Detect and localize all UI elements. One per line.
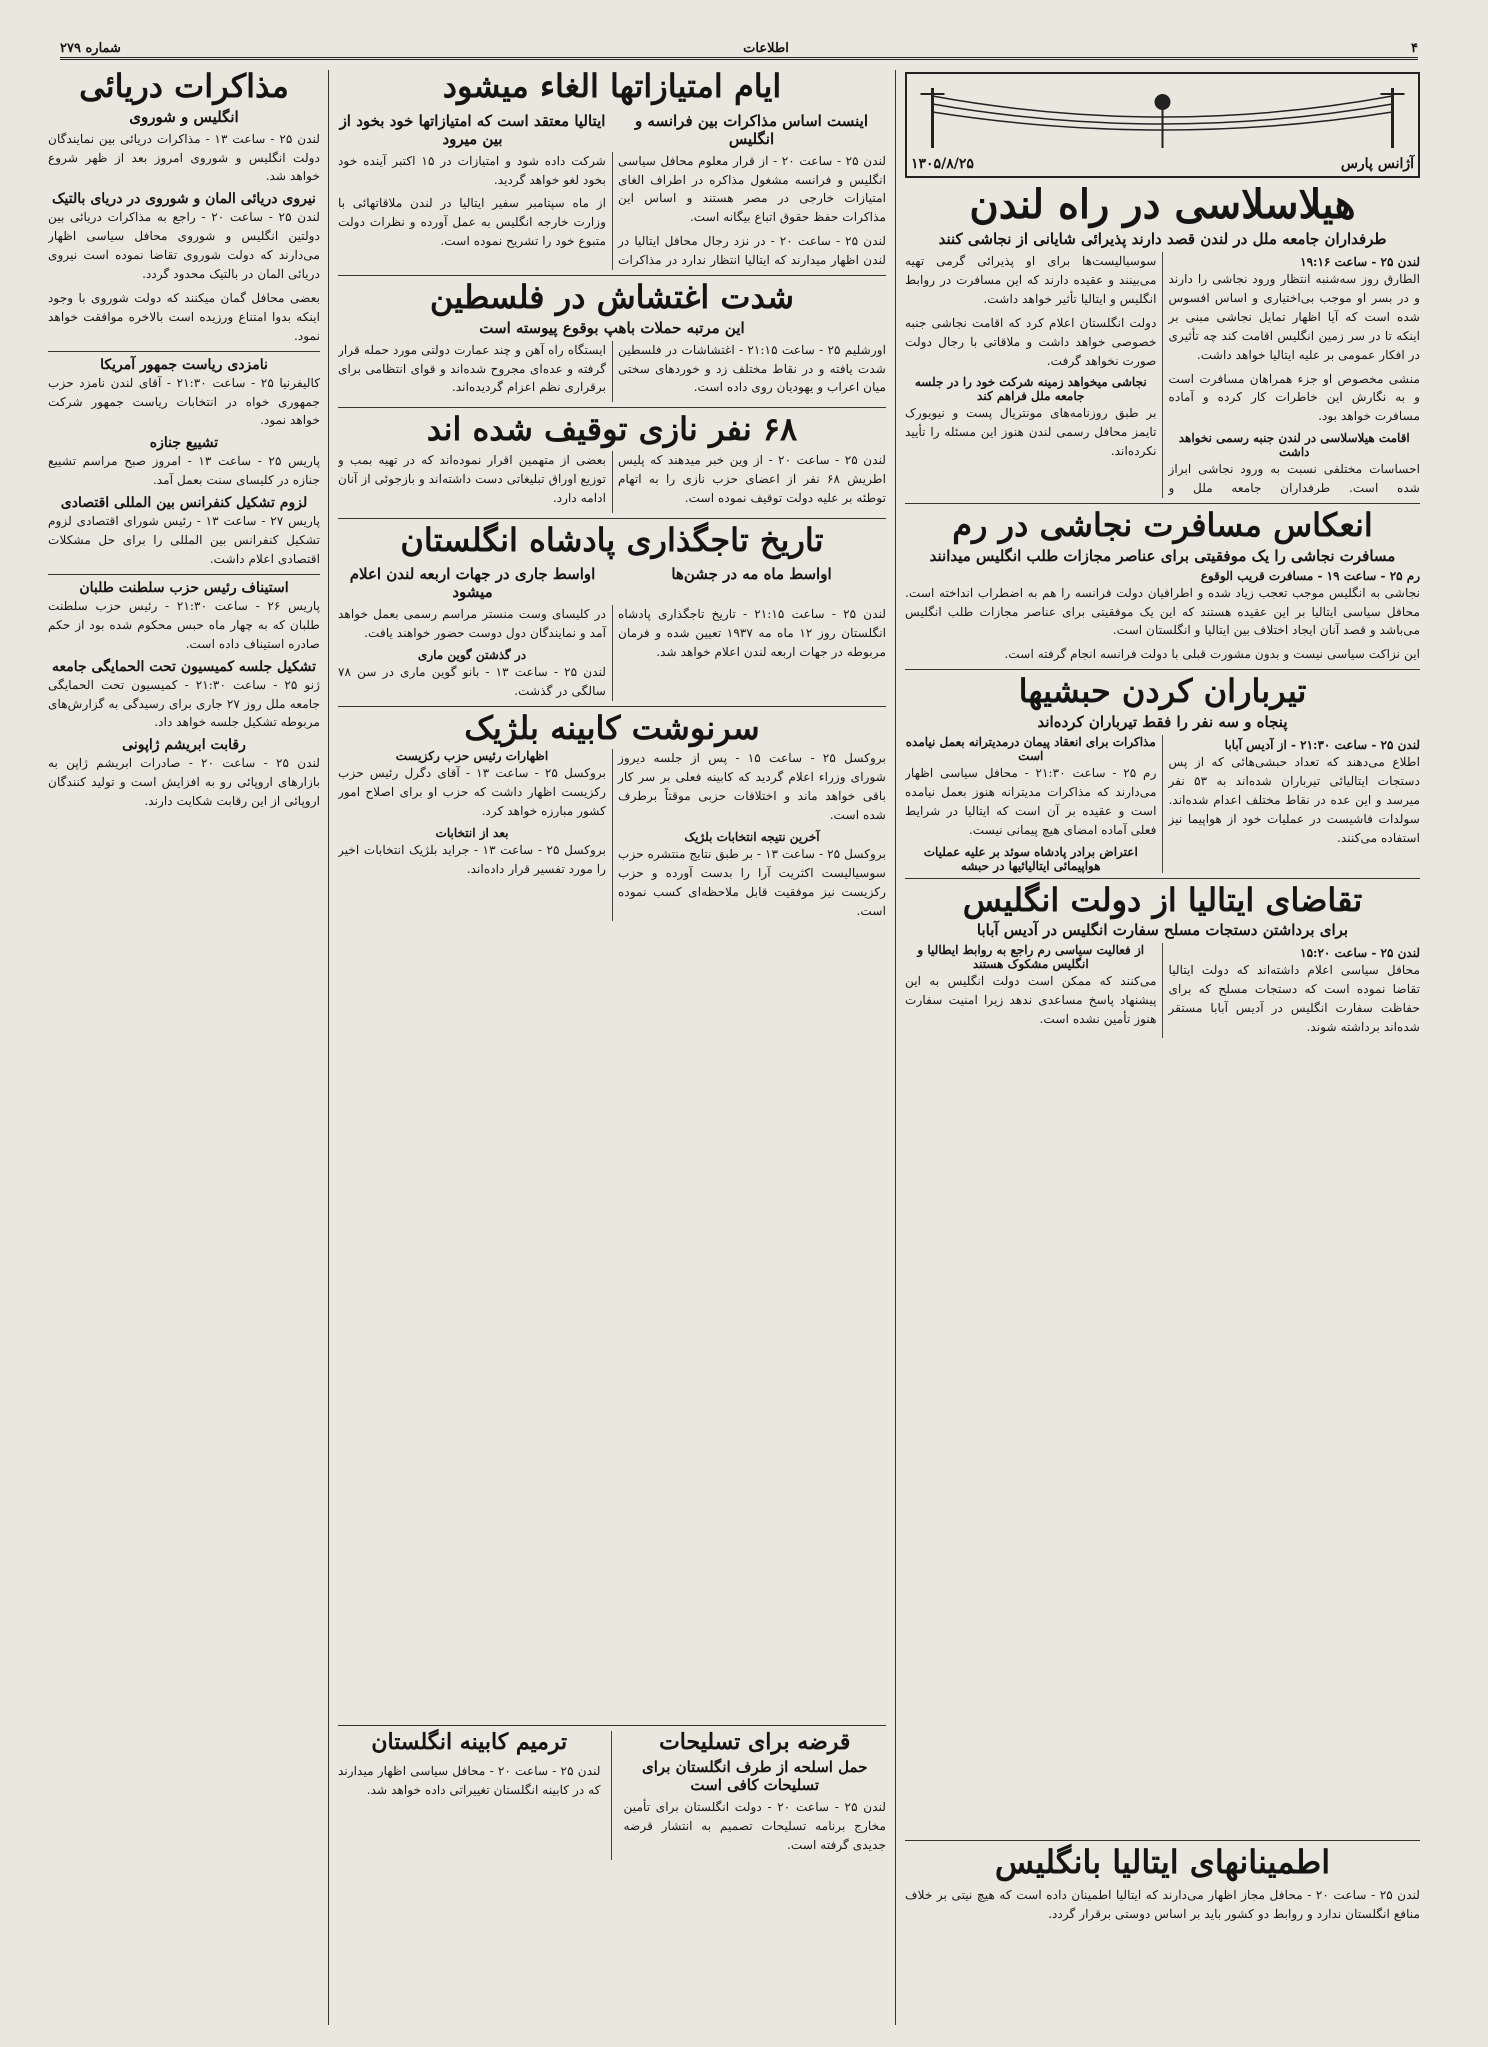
headline-capitulations: ایام امتیازاتها الغاء میشود [442,70,782,105]
sub-heading: اقامت هیلاسلاسی در لندن جنبه رسمی نخواهد داشت [1178,431,1410,460]
paragraph: بروکسل ۲۵ - ساعت ۱۵ - پس از جلسه دیروز شورای وزراء اعلام گردید که کابینه فعلی بر سر کار باقی خواهد ماند و اختلافات حزبی موقتاً برطرف شده است. [618,751,886,823]
paragraph: لندن ۲۵ - ساعت ۲۰ - از وین خبر میدهند که پلیس اطریش ۶۸ نفر از اعضای حزب نازی را به اتهام توطئه بر علیه دولت توقیف نموده است. [618,452,886,505]
divider [905,669,1420,670]
subhead: حمل اسلحه از طرف انگلستان برای تسلیحات کافی است [642,1758,868,1795]
sub-heading: تشییع جنازه [149,435,219,452]
sub-heading: تشکیل جلسه کمیسیون تحت الحمایگی جامعه [51,658,317,675]
subhead: پنجاه و سه نفر را فقط تیرباران کرده‌اند [1037,712,1288,731]
sub-heading: اظهارات رئیس حزب رکزیست [395,749,549,764]
page-number: ۴ [1411,41,1418,56]
headline-nazis-arrested: ۶۸ نفر نازی توقیف شده اند [426,410,798,449]
sub-heading: بعد از انتخابات [435,826,509,841]
subhead: انگلیس و شوروی [129,107,239,126]
dateline: لندن ۲۵ - ساعت ۱۵:۲۰ [1300,946,1420,961]
divider [338,407,886,408]
article-cabinet-reshuffle [338,1731,612,1860]
subhead: مسافرت نجاشی را یک موفقیتی برای عناصر مجازات طلب انگلیس میدانند [929,546,1396,565]
paragraph: بعضی از متهمین اقرار نموده‌اند که در تهیه بمب و توزیع اوراق تبلیغاتی دست داشته‌اند و بازجوئی از آنان ادامه دارد. [338,452,606,505]
paragraph: لندن ۲۵ - ساعت ۲۰ - راجع به مذاکرات دریائی بین دولتین انگلیس و شوروی محافل سیاسی اظهار می‌دارند که دولت شوروی تقاضا نموده است نیروی دریائی المان در بالتیک محدود گردد. [48,210,320,282]
paragraph: بعضی محافل گمان میکنند که دولت شوروی با وجود اینکه بدوا امتناع ورزیده است بالاخره موافقت خواهد نمود. [48,290,320,343]
headline-cabinet-reshuffle: ترمیم کابینه انگلستان [371,1729,568,1755]
telegraph-poles-logo [911,78,1414,152]
sub-heading: رقابت ابریشم ژاپونی [122,737,246,754]
paragraph: لندن ۲۵ - ساعت ۲۰ - در نزد رجال محافل ایتالیا در لندن اظهار میدارند که ایتالیا انتظار ندارد در مذاکرات شرکت داده شود و امتیازات در ۱۵ اکتبر آینده خود بخود لغو خواهد گردید. [338,153,886,268]
column-divider [328,70,329,2025]
sub-heading: لزوم تشکیل کنفرانس بین المللی اقتصادی [60,495,308,512]
paragraph: محافل سیاسی اعلام داشته‌اند که دولت ایتالیا تقاضا نموده است که دستجات مسلح که برای حفاظت سفارت انگلیس در آدیس آبابا مستقر شده‌اند برداشته شوند. [1168,963,1420,1034]
paragraph: رم ۲۵ - ساعت ۲۱:۳۰ - محافل سیاسی اظهار می‌دارند که مذاکرات مدیترانه هنوز بعمل نیامده است و عقیده بر آن است که ایتالیا در شرایط فعلی آماده امضای هیچ پیمانی نیست. [905,765,1157,837]
paragraph: می‌کنند که ممکن است دولت انگلیس به این پیشنهاد پاسخ مساعدی ندهد زیرا امنیت سفارت هنوز تأمین نشده است. [905,974,1157,1026]
headline-coronation-date: تاریخ تاجگذاری پادشاه انگلستان [400,520,824,559]
page-header [60,40,1418,60]
paragraph: بر طبق روزنامه‌های مونتریال پست و نیویورک تایمز محافل رسمی لندن هنوز این مسئله را تأیید نکرده‌اند. [905,406,1157,459]
sub-heading: از فعالیت سیاسی رم راجع به روابط ایطالیا و انگلیس مشکوک هستند [917,943,1145,972]
paragraph: پاریس ۲۵ - ساعت ۱۳ - امروز صبح مراسم تشییع جنازه در کلیسای سنت بعمل آمد. [48,454,320,488]
paragraph: اطلاع می‌دهند که تعداد حبشی‌هائی که از پس دستجات ایتالیائی تیرباران شده‌اند به ۵۳ نفر میرسد و این عده در نقاط مختلف اعدام شده‌اند. سولدات فاشیست در عملیات خود از هواپیما نیز استفاده می‌کنند. [1168,754,1420,845]
article-assurances [905,1835,1420,2025]
article-body [338,605,886,701]
paragraph: این نزاکت سیاسی نیست و بدون مشورت قبلی با دولت فرانسه انجام گرفته است. [1004,647,1420,662]
subhead: ایتالیا معتقد است که امتیازاتها خود بخود از بین میرود [339,111,606,148]
subhead: این مرتبه حملات باهپ بوقوع پیوسته است [479,318,745,337]
paragraph: بروکسل ۲۵ - ساعت ۱۳ - جراید بلژیک انتخابات اخیر را مورد تفسیر قرار داده‌اند. [338,843,607,877]
paragraph: الطارق روز سه‌شنبه انتظار ورود نجاشی را دارند و در بسر او موجب بی‌اختیاری و اساس افسوس شده است که آیا اظهار تمایل نجاشی مبنی بر اینکه تا در سر زمین انگلیس اقامت کند چه تأثیری در افکار عمومی بر علیه ایتالیا خواهد داشت. [1168,272,1420,362]
paragraph: لندن ۲۵ - ساعت ۲۰ - دولت انگلستان برای تأمین مخارج برنامه تسلیحات تصمیم به انتشار قرضه جدیدی گرفته است. [623,1800,886,1852]
paragraph: لندن ۲۵ - ساعت ۲۰ - محافل سیاسی اظهار میدارند که در کابینه انگلستان تغییراتی داده خواهد شد. [338,1764,601,1797]
paragraph: لندن ۲۵ - ساعت ۲۰ - صادرات ابریشم ژاپن به بازارهای اروپائی رو به افزایش است و تولید کنندگان اروپائی از این رقابت شکایت دارند. [48,756,320,809]
subheads-row [338,108,886,152]
agency-date: ۱۳۰۵/۸/۲۵ [911,156,974,172]
paragraph: کالیفرنیا ۲۵ - ساعت ۲۱:۳۰ - آقای لندن نامزد حزب جمهوری خواه در انتخابات ریاست جمهور شرکت خواهد نمود. [48,375,320,428]
agency-logo-box [905,72,1420,178]
paragraph: لندن ۲۵ - ساعت ۱۳ - بانو گوین ماری در سن ۷۸ سالگی در گذشت. [338,665,606,698]
paragraph: لندن ۲۵ - ساعت ۲۱:۱۵ - تاریخ تاجگذاری پادشاه انگلستان روز ۱۲ ماه مه ۱۹۳۷ تعیین شده و فرمان مربوطه در جهات اربعه لندن اعلام خواهد شد. [618,607,886,660]
headline-naval-talks: مذاکرات دریائی [79,70,289,105]
middle-bottom [338,1720,886,2020]
headline-palestine-unrest: شدت اغتشاش در فلسطین [429,278,795,317]
paragraph: دولت انگلستان اعلام کرد که اقامت نجاشی جنبه خصوصی خواهد داشت و ملاقاتی با رجال دولت صورت نخواهد گرفت. [905,315,1157,368]
subhead: طرفداران جامعه ملل در لندن قصد دارند پذیرائی شایانی از نجاشی کنند [938,230,1387,248]
headline-royalist-appeal: استیناف رئیس حزب سلطنت طلبان [79,579,289,596]
divider [338,275,886,276]
sub-heading: اعتراض برادر پادشاه سوئد بر علیه عملیات هواپیمائی ایتالیائیها در حبشه [923,844,1138,873]
left-column [48,70,320,2030]
paragraph: بروکسل ۲۵ - ساعت ۱۳ - بر طبق نتایج منتشره حزب سوسیالیست اکثریت آرا را بدست آورده و حزب رکزیست نیز موفقیت قابل ملاحظه‌ای کسب نموده است. [618,847,886,918]
paragraph: لندن ۲۵ - ساعت ۲۰ - محافل مجاز اظهار می‌دارند که ایتالیا اطمینان داده است که هیچ نیتی بر خلاف منافع انگلستان ندارد و روابط دو کشور باید بر اساس دوستی برقرار گردد. [905,1887,1420,1921]
article-body [338,341,886,403]
headline-emperor-trip-rome: انعکاس مسافرت نجاشی در رم [952,506,1373,545]
column-divider [895,70,896,2025]
article-body [338,749,886,920]
article-body [338,152,886,270]
divider [48,351,320,352]
headline-us-presidency: نامزدی ریاست جمهور آمریکا [100,356,268,373]
subhead: اواسط ماه مه در جشن‌ها [671,565,832,584]
dateline: لندن ۲۵ - ساعت ۲۱:۳۰ - از آدیس آبابا [1224,737,1420,752]
article-arms-loan [624,1731,887,1860]
bottom-articles-row [338,1731,886,1860]
divider [905,878,1420,879]
paper-name: اطلاعات [743,41,789,56]
article-body [905,735,1420,873]
paragraph: بروکسل ۲۵ - ساعت ۱۳ - آقای دگرل رئیس حزب رکزیست اظهار داشت که حزب او برای اصلاح امور کشور مبارزه خواهد کرد. [338,766,607,819]
paragraph: از ماه سپتامبر سفیر ایتالیا در لندن ملاقاتهائی با وزارت خارجه انگلیس به عمل آورده و نظرات دولت متبوع خود را تشریح نموده است. [338,196,606,249]
headline-ethiopians-executed: تیرباران کردن حبشیها [1018,672,1307,711]
article-body [905,943,1420,1038]
paragraph: در کلیسای وست منستر مراسم رسمی بعمل خواهد آمد و نمایندگان دول دوست حضور خواهند یافت. [338,607,606,641]
subhead: اینست اساس مذاکرات بین فرانسه و انگلیس [634,111,869,148]
divider [905,503,1420,504]
subheads-row [338,561,886,605]
agency-name: آژانس پارس [1340,156,1414,172]
paragraph: نجاشی به انگلیس موجب تعجب زیاد شده و اطرافیان دولت فرانسه را هم به اضطراب انداخته است. محافل سیاسی ایتالیا بر این عقیده هستند که این یک موفقیتی برای عناصر مجازات طلب انگلیس می‌باشد و قصد آنان ایجاد اختلاف بین ایتالیا و انگلستان است. [905,585,1420,638]
sub-heading: نیروی دریائی المان و شوروی در دریای بالتیک [52,191,316,208]
right-column [905,70,1420,2030]
sub-heading: نجاشی میخواهد زمینه شرکت خود را در جلسه جامعه ملل فراهم کند [914,375,1147,404]
headline-italy-request: تقاضای ایتالیا از دولت انگلیس [962,880,1363,919]
paragraph: لندن ۲۵ - ساعت ۲۰ - از قرار معلوم محافل سیاسی انگلیس و فرانسه مشغول مذاکره در اطراف الغای امتیازات خارجی در مصر هستند و اساس این مذاکرات حفظ حقوق اتباع بیگانه است. [618,153,886,225]
divider [338,706,886,707]
subhead: اواسط جاری در جهات اربعه لندن اعلام میشود [349,565,596,602]
paragraph: احساسات مختلفی نسبت به ورود نجاشی ابراز شده است. طرفداران جامعه ملل و سوسیالیست‌ها برای او پذیرائی گرمی تهیه می‌بینند و عقیده دارند که این مسافرت در روابط انگلیس و ایتالیا تأثیر خواهد داشت. [905,254,1420,496]
paragraph: منشی مخصوص او جزء همراهان مسافرت است و به نگارش این خاطرات کار کرده و آماده مسافرت خواهد بود. [1168,371,1420,424]
article-body [338,451,886,513]
paragraph: ژنو ۲۵ - ساعت ۲۱:۳۰ - کمیسیون تحت الحمایگی جامعه ملل روز ۲۷ جاری برای رسیدگی به گزارش‌های مربوطه تشکیل جلسه خواهد داد. [48,677,320,730]
headline-arms-loan: قرضه برای تسلیحات [659,1729,851,1755]
headline-belgian-cabinet: سرنوشت کابینه بلژیک [464,708,760,747]
headline-haile-selassie: هیلاسلاسی در راه لندن [969,181,1356,228]
subhead: برای برداشتن دستجات مسلح سفارت انگلیس در آدیس آبابا [976,921,1349,940]
divider [48,574,320,575]
paragraph: پاریس ۲۷ - ساعت ۱۳ - رئیس شورای اقتصادی لزوم تشکیل کنفرانس بین المللی را برای حل مشکلات اقتصادی اعلام داشت. [48,514,320,566]
divider [905,1840,1420,1841]
dateline: لندن ۲۵ - ساعت ۱۹:۱۶ [1300,255,1420,269]
issue-number: شماره ۲۷۹ [60,41,121,56]
dateline: رم ۲۵ - ساعت ۱۹ - مسافرت قریب الوقوع [1200,568,1420,583]
sub-heading: در گذشتن گوین ماری [417,648,527,663]
paragraph: اورشلیم ۲۵ - ساعت ۲۱:۱۵ - اغتشاشات در فلسطین شدت یافته و در نقاط مختلف زد و خوردهای سختی میان اعراب و یهودیان روی داده است. [618,342,886,395]
divider [338,518,886,519]
sub-heading: آخرین نتیجه انتخابات بلژیک [684,830,820,845]
paragraph: ایستگاه راه آهن و چند عمارت دولتی مورد حمله قرار گرفته و عده‌ای مجروح شده‌اند و قوای انتظامی برای برقراری نظم اعزام گردیده‌اند. [338,342,606,395]
headline-italy-assurances: اطمینانهای ایتالیا بانگلیس [994,1843,1331,1881]
article-body [905,252,1420,498]
divider [338,1725,886,1726]
paragraph: پاریس ۲۶ - ساعت ۲۱:۳۰ - رئیس حزب سلطنت طلبان که به چهار ماه حبس محکوم شده بود از حکم صادره استیناف داده است. [48,598,320,651]
paragraph: لندن ۲۵ - ساعت ۱۳ - مذاکرات دریائی بین نمایندگان دولت انگلیس و شوروی امروز بعد از ظهر شروع خواهد شد. [48,131,320,184]
sub-heading: مذاکرات برای انعقاد پیمان درمدیترانه بعمل نیامده است [905,734,1156,763]
